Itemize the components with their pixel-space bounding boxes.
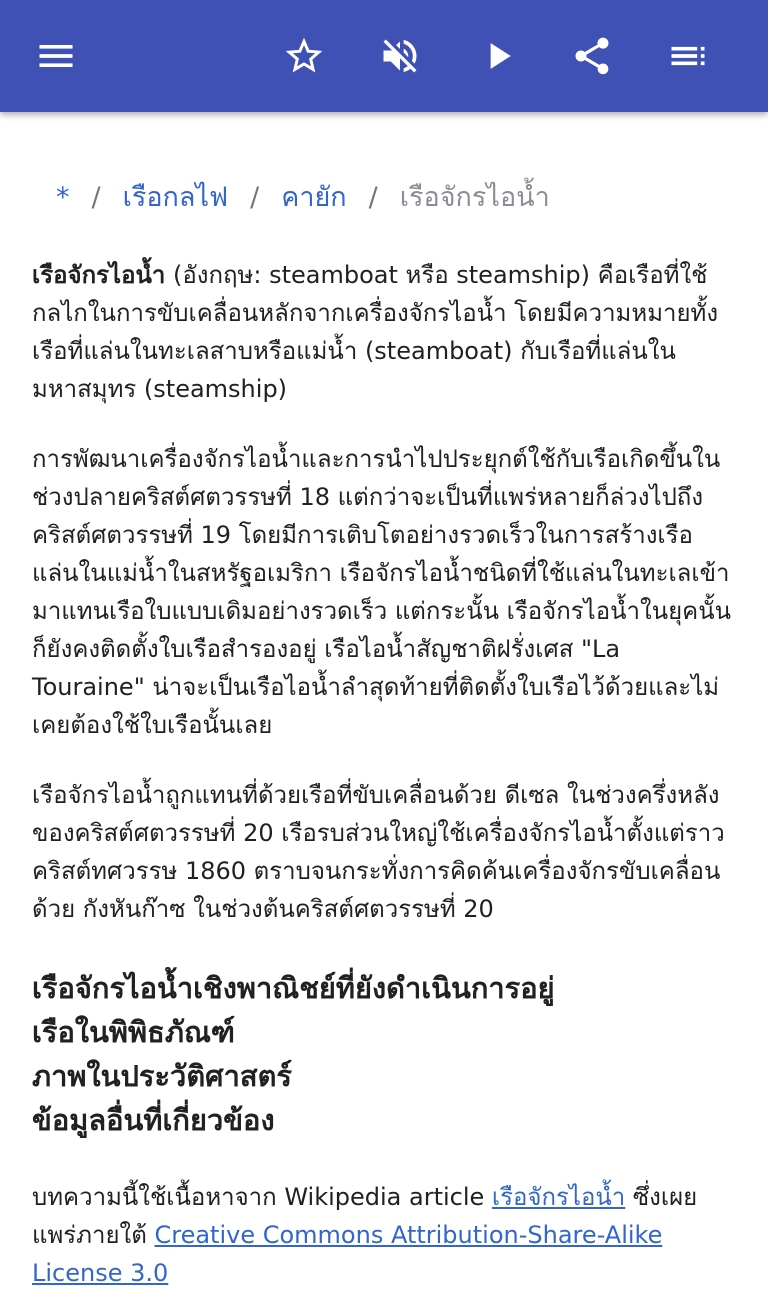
breadcrumb-separator: / (91, 182, 101, 213)
breadcrumb-root-link[interactable]: * (56, 182, 70, 213)
menu-button[interactable] (28, 28, 84, 84)
article-paragraph: การพัฒนาเครื่องจักรไอน้ำและการนำไปประยุกต์ใช้กับเรือเกิดขึ้นในช่วงปลายคริสต์ศตวรรษที่ 18 แต่กว่าจะเป็นที่แพร่หลายก็ล่วงไปถึงคริสต์ศตวรรษที่ 19 โดยมีการเติบโตอย่างรวดเร็วในการสร้างเรือแล่นในแม่น้ำในสหรัฐอเมริกา เรือจักรไอน้ำชนิดที่ใช้แล่นในทะเลเข้ามาแทนเรือใบแบบเดิมอย่างรวดเร็ว แต่กระนั้น เรือจักรไอน้ำในยุคนั้นก็ยังคงติดตั้งใบเรือสำรองอยู่ เรือไอน้ำสัญชาติฝรั่งเศส "La Touraine" น่าจะเป็นเรือไอน้ำลำสุดท้ายที่ติดตั้งใบเรือไว้ด้วยและไม่เคยต้องใช้ใบเรือนั้นเลย (32, 445, 732, 739)
share-icon (570, 34, 614, 78)
toc-icon (666, 34, 710, 78)
breadcrumb-link-level1[interactable]: เรือกลไฟ (122, 182, 229, 213)
app-bar (0, 0, 768, 112)
mute-button[interactable] (372, 28, 428, 84)
play-button[interactable] (470, 28, 526, 84)
footer-text: บทความนี้ใช้เนื้อหาจาก Wikipedia article (32, 1183, 492, 1211)
source-article-link[interactable]: เรือจักรไอน้ำ (491, 1183, 626, 1211)
paragraph-text: (อังกฤษ: steamboat หรือ steamship) คือเรือที่ใช้กลไกในการขับเคลื่อนหลักจากเครื่องจักรไอน้ำ โดยมีความหมายทั้งเรือที่แล่นในทะเลสาบหรือแม่น้ำ (steamboat) กับเรือที่แล่นในมหาสมุทร (steamship) (32, 261, 719, 403)
article-content (32, 112, 736, 1292)
section-heading[interactable]: ภาพในประวัติศาสตร์ (32, 1059, 292, 1093)
article-title-bold: เรือจักรไอน้ำ (32, 261, 166, 289)
footer-text: ซึ่งเผยแพร่ภายใต้ (32, 1183, 698, 1249)
section-heading[interactable]: ข้อมูลอื่นที่เกี่ยวข้อง (32, 1103, 275, 1137)
share-button[interactable] (564, 28, 620, 84)
bookmark-button[interactable] (276, 28, 332, 84)
table-of-contents-button[interactable] (660, 28, 716, 84)
breadcrumb-link-level2[interactable]: คายัก (281, 182, 347, 213)
section-headings (32, 966, 736, 1142)
breadcrumb-current: เรือจักรไอน้ำ (399, 182, 550, 213)
license-footer (32, 1178, 736, 1292)
play-icon (476, 34, 520, 78)
section-heading[interactable]: เรือจักรไอน้ำเชิงพาณิชย์ที่ยังดำเนินการอยู่ (32, 971, 555, 1005)
breadcrumb-separator: / (250, 182, 260, 213)
article-paragraph (32, 256, 736, 408)
star-icon (282, 34, 326, 78)
breadcrumb-separator: / (368, 182, 378, 213)
section-heading[interactable]: เรือในพิพิธภัณฑ์ (32, 1015, 235, 1049)
menu-icon (34, 34, 78, 78)
breadcrumb (56, 178, 736, 218)
volume-off-icon (378, 34, 422, 78)
article-paragraph: เรือจักรไอน้ำถูกแทนที่ด้วยเรือที่ขับเคลื่อนด้วย ดีเซล ในช่วงครึ่งหลังของคริสต์ศตวรรษที่ 20 เรือรบส่วนใหญ่ใช้เครื่องจักรไอน้ำตั้งแต่ราวคริสต์ทศวรรษ 1860 ตราบจนกระทั่งการคิดค้นเครื่องจักรขับเคลื่อนด้วย กังหันก๊าซ ในช่วงต้นคริสต์ศตวรรษที่ 20 (32, 781, 725, 923)
license-link[interactable]: Creative Commons Attribution-Share-Alike License 3.0 (32, 1221, 663, 1287)
